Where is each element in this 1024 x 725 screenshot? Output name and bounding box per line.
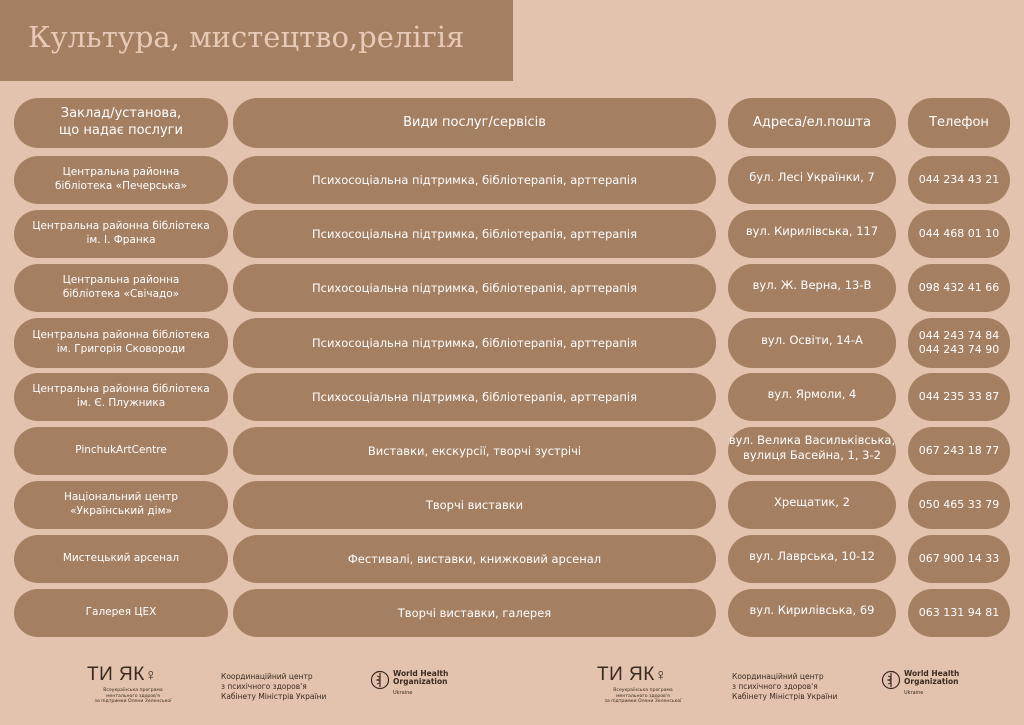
row-institution-text: Мистецький арсенал xyxy=(62,552,180,565)
row-phone-text: 044 468 01 10 xyxy=(918,226,1000,240)
row-services-text: Психосоціальна підтримка, бібліотерапія, арттерапія xyxy=(311,335,637,350)
brand-name: ТИ ЯК xyxy=(597,664,655,685)
row-address-text: вул. Ярмоли, 4 xyxy=(767,386,857,401)
row-phone-text: 063 131 94 81 xyxy=(918,605,1000,619)
row-services-text: Творчі виставки xyxy=(425,497,524,512)
row-institution-text: Центральна районна бібліотека «Печерська» xyxy=(55,166,187,192)
row-services-cell xyxy=(233,156,716,204)
tiyak-logo xyxy=(87,664,179,705)
key-icon: ♀ xyxy=(654,667,668,684)
row-services-cell xyxy=(233,264,716,312)
row-phone-cell xyxy=(908,427,1010,475)
row-address-cell xyxy=(728,156,896,204)
row-address-cell xyxy=(728,589,896,637)
row-services-cell xyxy=(233,481,716,529)
row-phone-cell xyxy=(908,481,1010,529)
row-institution-cell xyxy=(14,481,228,529)
row-address-text: Хрещатик, 2 xyxy=(774,494,850,509)
header-address-text: Адреса/ел.пошта xyxy=(753,114,871,130)
row-address-cell xyxy=(728,481,896,529)
row-address-text: вул. Ж. Верна, 13-В xyxy=(752,277,872,292)
who-name: World Health Organization xyxy=(393,669,449,686)
who-logo xyxy=(370,670,448,696)
row-services-text: Психосоціальна підтримка, бібліотерапія, арттерапія xyxy=(311,172,637,187)
row-institution-cell xyxy=(14,535,228,583)
header-address-cell xyxy=(728,98,896,148)
row-services-text: Творчі виставки, галерея xyxy=(397,605,552,620)
row-services-cell xyxy=(233,210,716,258)
row-phone-cell xyxy=(908,210,1010,258)
row-services-text: Фестивалі, виставки, книжковий арсенал xyxy=(347,551,602,566)
row-address-cell xyxy=(728,427,896,475)
header-services-cell xyxy=(233,98,716,148)
row-services-cell xyxy=(233,589,716,637)
row-institution-cell xyxy=(14,427,228,475)
row-institution-cell xyxy=(14,156,228,204)
row-institution-cell xyxy=(14,264,228,312)
row-institution-cell xyxy=(14,318,228,368)
row-institution-text: Галерея ЦЕХ xyxy=(85,606,157,619)
row-address-cell xyxy=(728,210,896,258)
row-address-text: вул. Кирилівська, 117 xyxy=(745,223,879,238)
row-phone-cell xyxy=(908,318,1010,368)
row-phone-text: 044 243 74 84 044 243 74 90 xyxy=(918,328,1000,356)
tiyak-logo xyxy=(597,664,689,705)
row-address-cell xyxy=(728,373,896,421)
row-phone-text: 067 243 18 77 xyxy=(918,443,1000,457)
row-services-text: Психосоціальна підтримка, бібліотерапія, арттерапія xyxy=(311,226,637,241)
row-phone-text: 050 465 33 79 xyxy=(918,497,1000,511)
row-institution-text: Центральна районна бібліотека ім. Григорія Сковороди xyxy=(32,329,210,355)
row-institution-text: Національний центр «Український дім» xyxy=(63,491,179,517)
row-phone-cell xyxy=(908,589,1010,637)
row-services-text: Психосоціальна підтримка, бібліотерапія, арттерапія xyxy=(311,280,637,295)
row-phone-text: 044 234 43 21 xyxy=(918,172,1000,186)
row-institution-text: Центральна районна бібліотека ім. Є. Плужника xyxy=(32,383,210,409)
who-logo xyxy=(881,670,959,696)
row-phone-text: 044 235 33 87 xyxy=(918,389,1000,403)
header-institution-cell xyxy=(14,98,228,148)
brand-subtitle: Всеукраїнська програма ментального здоров'я за підтримки Олени Зеленської xyxy=(94,688,172,704)
brand-name: ТИ ЯК xyxy=(87,664,145,685)
header-phone-text: Телефон xyxy=(929,114,989,130)
row-phone-cell xyxy=(908,264,1010,312)
header-phone-cell xyxy=(908,98,1010,148)
row-phone-cell xyxy=(908,535,1010,583)
key-icon: ♀ xyxy=(144,667,158,684)
row-institution-text: Центральна районна бібліотека ім. І. Франка xyxy=(32,220,210,246)
row-address-text: бул. Лесі Українки, 7 xyxy=(749,169,875,184)
who-emblem-icon xyxy=(370,670,390,690)
coordination-center-text: Координаційний центр з психічного здоров'я Кабінету Міністрів України xyxy=(221,672,327,701)
row-institution-cell xyxy=(14,210,228,258)
row-phone-text: 098 432 41 66 xyxy=(918,280,1000,294)
row-address-text: вул. Лаврська, 10-12 xyxy=(749,548,875,563)
row-services-text: Психосоціальна підтримка, бібліотерапія, арттерапія xyxy=(311,389,637,404)
row-services-text: Виставки, екскурсії, творчі зустрічі xyxy=(367,443,582,458)
row-institution-cell xyxy=(14,373,228,421)
who-country: Ukraine xyxy=(904,689,924,696)
row-services-cell xyxy=(233,535,716,583)
row-services-cell xyxy=(233,427,716,475)
row-address-text: вул. Велика Васильківська, вулиця Басейна, 1, 3-2 xyxy=(728,433,896,462)
row-phone-cell xyxy=(908,156,1010,204)
row-address-text: вул. Освіти, 14-А xyxy=(761,332,863,347)
who-country: Ukraine xyxy=(393,689,413,696)
header-services-text: Види послуг/сервісів xyxy=(403,114,546,130)
row-address-cell xyxy=(728,318,896,368)
row-phone-text: 067 900 14 33 xyxy=(918,551,1000,565)
row-phone-cell xyxy=(908,373,1010,421)
row-institution-cell xyxy=(14,589,228,637)
row-services-cell xyxy=(233,373,716,421)
row-institution-text: Центральна районна бібліотека «Свічадо» xyxy=(62,274,180,300)
row-address-text: вул. Кирилівська, 69 xyxy=(749,602,875,617)
title-banner xyxy=(0,0,513,81)
row-services-cell xyxy=(233,318,716,368)
row-address-cell xyxy=(728,535,896,583)
coordination-center-text: Координаційний центр з психічного здоров'я Кабінету Міністрів України xyxy=(732,672,838,701)
brand-subtitle: Всеукраїнська програма ментального здоров'я за підтримки Олени Зеленської xyxy=(604,688,682,704)
header-institution-text: Заклад/установа, що надає послуги xyxy=(59,106,183,138)
page-title: Культура, мистецтво,релігія xyxy=(28,20,465,54)
who-name: World Health Organization xyxy=(904,669,960,686)
who-emblem-icon xyxy=(881,670,901,690)
row-address-cell xyxy=(728,264,896,312)
row-institution-text: PinchukArtCentre xyxy=(75,444,167,457)
